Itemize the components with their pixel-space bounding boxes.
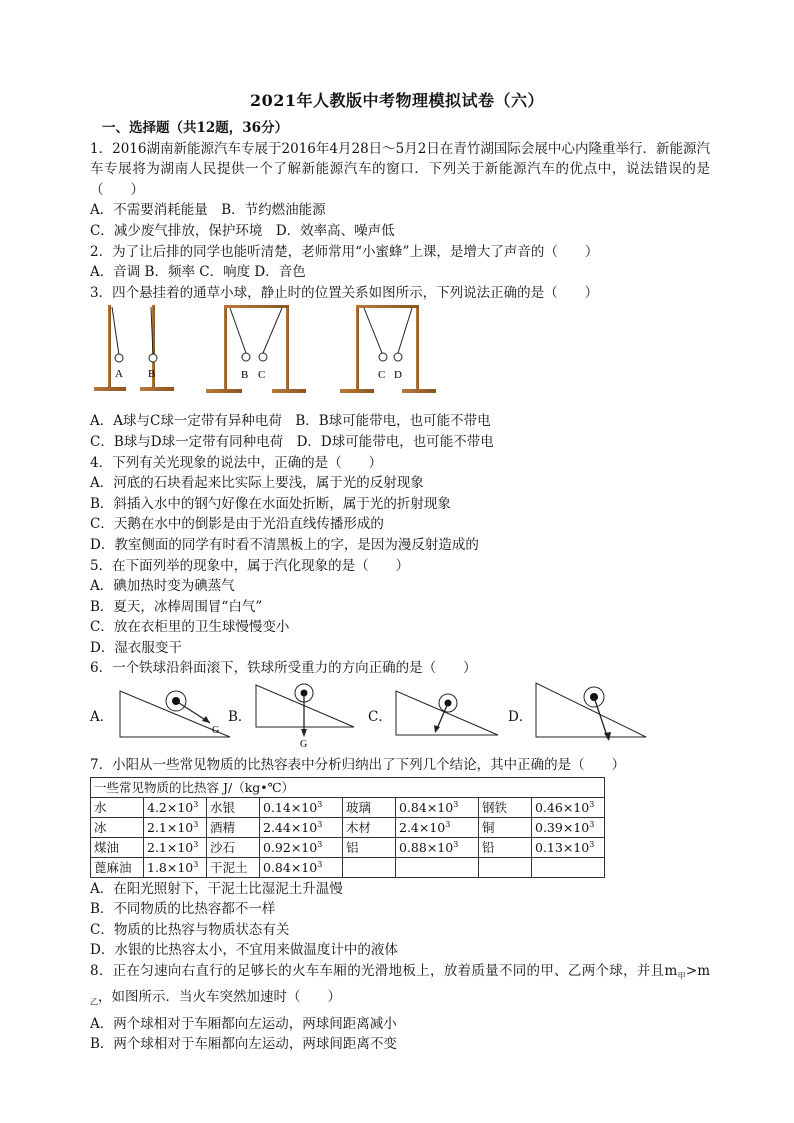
table-substance-cell: 冰 bbox=[91, 817, 144, 837]
page-title: 2021年人教版中考物理模拟试卷（六） bbox=[249, 91, 545, 110]
q7-stem: 7．小阳从一些常见物质的比热容表中分析归纳出了下列几个结论，其中正确的是（ ） bbox=[90, 757, 626, 774]
q5-option-d: D．湿衣服变干 bbox=[90, 639, 182, 656]
q6-figure-a bbox=[118, 681, 238, 747]
hanging-balls-figure bbox=[90, 305, 450, 409]
q6-label-d: D． bbox=[508, 709, 533, 726]
q6-g-label-b: G bbox=[300, 739, 308, 751]
table-value-cell bbox=[532, 797, 605, 817]
exam-content bbox=[90, 118, 710, 1055]
table-row bbox=[91, 857, 605, 877]
q2-options: A．音调 B．频率 C．响度 D．音色 bbox=[90, 264, 306, 281]
ball-c2 bbox=[379, 353, 387, 361]
q8-sub-jia: 甲 bbox=[677, 971, 686, 981]
q6-label-a: A． bbox=[90, 709, 114, 726]
q3-stem: 3．四个悬挂着的通草小球，静止时的位置关系如图所示，下列说法正确的是（ ） bbox=[90, 284, 599, 301]
q8-stem-part2: m bbox=[697, 963, 711, 980]
q6-stem: 6．一个铁球沿斜面滚下，铁球所受重力的方向正确的是（ ） bbox=[90, 660, 477, 677]
table-value-cell bbox=[260, 817, 343, 837]
q3-figure bbox=[90, 303, 710, 411]
q6-figure-b bbox=[254, 681, 364, 751]
table-body bbox=[91, 797, 605, 877]
q7-option-b: B．不同物质的比热容都不一样 bbox=[90, 901, 276, 918]
q4-stem: 4．下列有关光现象的说法中，正确的是（ ） bbox=[90, 454, 383, 471]
q6-figure-d bbox=[534, 681, 654, 747]
ball-b bbox=[149, 354, 157, 362]
table-exponent: 3 bbox=[453, 799, 459, 809]
label-b2: B bbox=[241, 369, 249, 382]
table-substance-cell: 玻璃 bbox=[343, 797, 396, 817]
frame-bc bbox=[206, 305, 306, 393]
q6-label-c: C． bbox=[368, 709, 392, 726]
frame-cd bbox=[340, 305, 436, 393]
table-value: 0.13×10 bbox=[535, 839, 590, 855]
q7-option-d: D．水银的比热容太小，不宜用来做温度计中的液体 bbox=[90, 942, 398, 959]
label-c: C bbox=[258, 369, 266, 382]
table-value-cell bbox=[260, 797, 343, 817]
ball-b2 bbox=[242, 353, 250, 361]
table-substance-cell: 铜 bbox=[479, 817, 532, 837]
table-value-cell bbox=[144, 857, 207, 877]
section-heading: 一、选择题（共12题，36分） bbox=[102, 120, 289, 136]
table-value: 2.4×10 bbox=[399, 819, 446, 835]
table-value: 0.84×10 bbox=[263, 859, 318, 875]
table-substance-cell: 蓖麻油 bbox=[91, 857, 144, 877]
table-value: 0.39×10 bbox=[535, 819, 590, 835]
table-exponent: 3 bbox=[589, 799, 595, 809]
q1-options-ab: A．不需要消耗能量 B．节约燃油能源 bbox=[90, 202, 326, 219]
table-value: 4.2×10 bbox=[147, 799, 194, 815]
q6-label-b: B． bbox=[228, 709, 252, 726]
q5-stem: 5．在下面列举的现象中，属于汽化现象的是（ ） bbox=[90, 557, 410, 574]
table-exponent: 3 bbox=[193, 859, 199, 869]
table-value-cell bbox=[532, 857, 605, 877]
table-value: 2.44×10 bbox=[263, 819, 318, 835]
table-value: 2.1×10 bbox=[147, 819, 194, 835]
table-value: 0.46×10 bbox=[535, 799, 590, 815]
table-substance-cell: 钢铁 bbox=[479, 797, 532, 817]
q8-option-b: B．两个球相对于车厢都向左运动，两球间距离不变 bbox=[90, 1036, 397, 1053]
q2-stem: 2．为了让后排的同学也能听清楚，老师常用“小蜜蜂”上课，是增大了声音的（ ） bbox=[90, 243, 599, 260]
table-substance-cell: 木材 bbox=[343, 817, 396, 837]
q6-figures bbox=[90, 681, 710, 755]
label-a: A bbox=[115, 368, 123, 381]
table-value: 0.88×10 bbox=[399, 839, 454, 855]
table-substance-cell: 铝 bbox=[343, 837, 396, 857]
table-value-cell bbox=[144, 797, 207, 817]
table-value: 1.8×10 bbox=[147, 859, 194, 875]
table-exponent: 3 bbox=[193, 819, 199, 829]
table-exponent: 3 bbox=[453, 839, 459, 849]
q8-stem-part1: 8．正在匀速向右直行的足够长的火车车厢的光滑地板上，放着质量不同的甲、乙两个球，并且m bbox=[90, 963, 678, 980]
frame-ab bbox=[94, 305, 174, 391]
table-exponent: 3 bbox=[193, 799, 199, 809]
q4-option-d: D．教室侧面的同学有时看不清黑板上的字，是因为漫反射造成的 bbox=[90, 536, 479, 553]
table-exponent: 3 bbox=[445, 819, 451, 829]
table-value-cell bbox=[260, 857, 343, 877]
q3-options-cd: C．B球与D球一定带有同种电荷 D．D球可能带电，也可能不带电 bbox=[90, 433, 494, 450]
table-row bbox=[91, 797, 605, 817]
ball-d bbox=[394, 353, 402, 361]
q6-g-label-a: G bbox=[212, 725, 220, 737]
table-substance-cell: 煤油 bbox=[91, 837, 144, 857]
specific-heat-table bbox=[90, 777, 605, 878]
table-value-cell bbox=[396, 797, 479, 817]
table-substance-cell: 水 bbox=[91, 797, 144, 817]
table-value-cell bbox=[144, 837, 207, 857]
q4-option-b: B．斜插入水中的钢勺好像在水面处折断，属于光的折射现象 bbox=[90, 495, 451, 512]
table-value-cell bbox=[396, 857, 479, 877]
q5-option-a: A．碘加热时变为碘蒸气 bbox=[90, 578, 235, 595]
table-exponent: 3 bbox=[589, 819, 595, 829]
ball-a bbox=[115, 354, 123, 362]
q8-sub-yi: 乙 bbox=[90, 998, 98, 1007]
label-b: B bbox=[148, 368, 156, 381]
q8-stem bbox=[90, 961, 710, 1014]
q7-option-a: A．在阳光照射下，干泥土比湿泥土升温慢 bbox=[90, 880, 343, 897]
q5-option-b: B．夏天，冰棒周围冒“白气” bbox=[90, 598, 263, 615]
q5-option-c: C．放在衣柜里的卫生球慢慢变小 bbox=[90, 619, 290, 636]
table-exponent: 3 bbox=[589, 839, 595, 849]
table-substance-cell: 干泥土 bbox=[207, 857, 260, 877]
q8-gt: > bbox=[685, 963, 698, 980]
table-value-cell bbox=[396, 837, 479, 857]
table-value: 2.1×10 bbox=[147, 839, 194, 855]
table-substance-cell bbox=[343, 857, 396, 877]
label-d: D bbox=[394, 369, 402, 382]
q3-options-ab: A．A球与C球一定带有异种电荷 B．B球可能带电，也可能不带电 bbox=[90, 413, 491, 430]
table-substance-cell bbox=[479, 857, 532, 877]
q4-option-a: A．河底的石块看起来比实际上要浅，属于光的反射现象 bbox=[90, 475, 424, 492]
table-value-cell bbox=[144, 817, 207, 837]
table-substance-cell: 酒精 bbox=[207, 817, 260, 837]
table-exponent: 3 bbox=[317, 799, 323, 809]
table-substance-cell: 铅 bbox=[479, 837, 532, 857]
q8-option-a: A．两个球相对于车厢都向左运动，两球间距离减小 bbox=[90, 1015, 397, 1032]
table-value-cell bbox=[532, 837, 605, 857]
ball-c bbox=[259, 353, 267, 361]
table-value: 0.14×10 bbox=[263, 799, 318, 815]
q1-options-cd: C．减少废气排放，保护环境 D．效率高、噪声低 bbox=[90, 222, 395, 239]
table-exponent: 3 bbox=[317, 859, 323, 869]
q6-figure-c bbox=[394, 681, 504, 747]
q1-stem: 1．2016湖南新能源汽车专展于2016年4月28日～5月2日在青竹湖国际会展中心内隆重举行．新能源汽车专展将为湖南人民提供一个了解新能源汽车的窗口．下列关于新能源汽车的优点中，说法错误的是（ ） bbox=[90, 140, 710, 198]
table-value-cell bbox=[396, 817, 479, 837]
q8-stem-part3: ，如图所示．当火车突然加速时（ ） bbox=[98, 989, 341, 1006]
label-c2: C bbox=[378, 369, 386, 382]
table-substance-cell: 沙石 bbox=[207, 837, 260, 857]
table-exponent: 3 bbox=[317, 819, 323, 829]
table-exponent: 3 bbox=[317, 839, 323, 849]
table-row bbox=[91, 837, 605, 857]
table-substance-cell: 水银 bbox=[207, 797, 260, 817]
table-value: 0.84×10 bbox=[399, 799, 454, 815]
table-row bbox=[91, 817, 605, 837]
table-exponent: 3 bbox=[193, 839, 199, 849]
table-value: 0.92×10 bbox=[263, 839, 318, 855]
q7-option-c: C．物质的比热容与物质状态有关 bbox=[90, 921, 290, 938]
q4-option-c: C．天鹅在水中的倒影是由于光沿直线传播形成的 bbox=[90, 516, 384, 533]
table-value-cell bbox=[532, 817, 605, 837]
table-value-cell bbox=[260, 837, 343, 857]
table-caption: 一些常见物质的比热容 J/（kg•℃） bbox=[91, 777, 605, 797]
